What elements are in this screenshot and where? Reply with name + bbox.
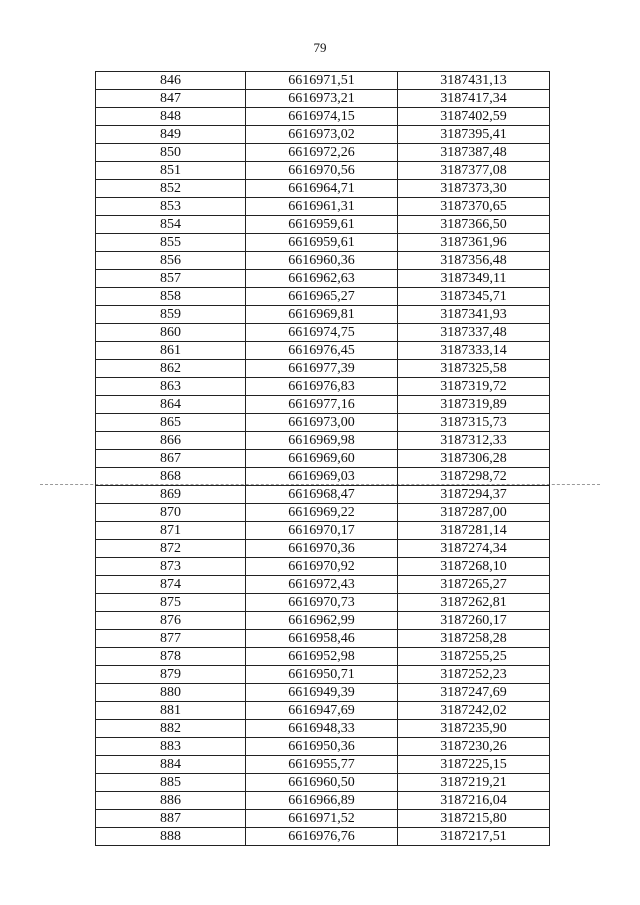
page-number: 79 [313,40,327,55]
point-number-cell: 860 [96,324,246,342]
table-row [96,630,550,648]
x-coordinate-cell: 6616969,60 [246,450,398,468]
point-number-cell: 848 [96,108,246,126]
x-coordinate-cell: 6616960,36 [246,252,398,270]
table-row [96,360,550,378]
y-coordinate-cell: 3187216,04 [398,792,550,810]
point-number-cell: 861 [96,342,246,360]
point-number-cell: 877 [96,630,246,648]
point-number-cell: 857 [96,270,246,288]
point-number-cell: 847 [96,90,246,108]
x-coordinate-cell: 6616974,75 [246,324,398,342]
table-row [96,234,550,252]
x-coordinate-cell: 6616971,51 [246,72,398,90]
point-number-cell: 886 [96,792,246,810]
table-row [96,468,550,486]
table-row [96,306,550,324]
point-number-cell: 854 [96,216,246,234]
x-coordinate-cell: 6616976,83 [246,378,398,396]
x-coordinate-cell: 6616972,26 [246,144,398,162]
table-row [96,486,550,504]
x-coordinate-cell: 6616972,43 [246,576,398,594]
table-row [96,738,550,756]
x-coordinate-cell: 6616973,21 [246,90,398,108]
point-number-cell: 871 [96,522,246,540]
point-number-cell: 881 [96,702,246,720]
x-coordinate-cell: 6616959,61 [246,234,398,252]
y-coordinate-cell: 3187402,59 [398,108,550,126]
x-coordinate-cell: 6616970,56 [246,162,398,180]
x-coordinate-cell: 6616974,15 [246,108,398,126]
table-row [96,270,550,288]
y-coordinate-cell: 3187281,14 [398,522,550,540]
coordinates-table [95,71,550,846]
y-coordinate-cell: 3187306,28 [398,450,550,468]
x-coordinate-cell: 6616964,71 [246,180,398,198]
point-number-cell: 882 [96,720,246,738]
table-row [96,702,550,720]
x-coordinate-cell: 6616968,47 [246,486,398,504]
point-number-cell: 874 [96,576,246,594]
point-number-cell: 862 [96,360,246,378]
table-row [96,828,550,846]
x-coordinate-cell: 6616962,63 [246,270,398,288]
point-number-cell: 868 [96,468,246,486]
point-number-cell: 850 [96,144,246,162]
table-row [96,720,550,738]
x-coordinate-cell: 6616970,36 [246,540,398,558]
x-coordinate-cell: 6616970,73 [246,594,398,612]
point-number-cell: 888 [96,828,246,846]
point-number-cell: 876 [96,612,246,630]
y-coordinate-cell: 3187431,13 [398,72,550,90]
point-number-cell: 856 [96,252,246,270]
x-coordinate-cell: 6616973,00 [246,414,398,432]
point-number-cell: 865 [96,414,246,432]
x-coordinate-cell: 6616961,31 [246,198,398,216]
point-number-cell: 873 [96,558,246,576]
x-coordinate-cell: 6616969,22 [246,504,398,522]
y-coordinate-cell: 3187265,27 [398,576,550,594]
y-coordinate-cell: 3187370,65 [398,198,550,216]
point-number-cell: 884 [96,756,246,774]
y-coordinate-cell: 3187274,34 [398,540,550,558]
point-number-cell: 866 [96,432,246,450]
y-coordinate-cell: 3187298,72 [398,468,550,486]
x-coordinate-cell: 6616976,45 [246,342,398,360]
coordinates-table-body [96,72,550,846]
table-row [96,666,550,684]
y-coordinate-cell: 3187312,33 [398,432,550,450]
x-coordinate-cell: 6616966,89 [246,792,398,810]
y-coordinate-cell: 3187345,71 [398,288,550,306]
table-row [96,324,550,342]
y-coordinate-cell: 3187319,72 [398,378,550,396]
point-number-cell: 852 [96,180,246,198]
y-coordinate-cell: 3187373,30 [398,180,550,198]
point-number-cell: 855 [96,234,246,252]
y-coordinate-cell: 3187337,48 [398,324,550,342]
table-row [96,90,550,108]
table-row [96,414,550,432]
x-coordinate-cell: 6616969,03 [246,468,398,486]
table-row [96,108,550,126]
point-number-cell: 875 [96,594,246,612]
x-coordinate-cell: 6616973,02 [246,126,398,144]
x-coordinate-cell: 6616977,16 [246,396,398,414]
y-coordinate-cell: 3187387,48 [398,144,550,162]
x-coordinate-cell: 6616948,33 [246,720,398,738]
y-coordinate-cell: 3187395,41 [398,126,550,144]
y-coordinate-cell: 3187230,26 [398,738,550,756]
y-coordinate-cell: 3187349,11 [398,270,550,288]
table-row [96,216,550,234]
table-row [96,648,550,666]
table-row [96,810,550,828]
table-row [96,792,550,810]
table-row [96,774,550,792]
x-coordinate-cell: 6616950,71 [246,666,398,684]
y-coordinate-cell: 3187325,58 [398,360,550,378]
table-row [96,684,550,702]
x-coordinate-cell: 6616976,76 [246,828,398,846]
point-number-cell: 851 [96,162,246,180]
table-row [96,180,550,198]
x-coordinate-cell: 6616970,92 [246,558,398,576]
y-coordinate-cell: 3187417,34 [398,90,550,108]
y-coordinate-cell: 3187235,90 [398,720,550,738]
x-coordinate-cell: 6616955,77 [246,756,398,774]
y-coordinate-cell: 3187341,93 [398,306,550,324]
table-row [96,342,550,360]
y-coordinate-cell: 3187262,81 [398,594,550,612]
table-row [96,126,550,144]
x-coordinate-cell: 6616950,36 [246,738,398,756]
table-row [96,252,550,270]
table-row [96,504,550,522]
table-row [96,576,550,594]
y-coordinate-cell: 3187247,69 [398,684,550,702]
table-row [96,558,550,576]
table-row [96,198,550,216]
x-coordinate-cell: 6616977,39 [246,360,398,378]
table-row [96,540,550,558]
table-row [96,594,550,612]
point-number-cell: 870 [96,504,246,522]
table-row [96,432,550,450]
point-number-cell: 849 [96,126,246,144]
y-coordinate-cell: 3187225,15 [398,756,550,774]
point-number-cell: 879 [96,666,246,684]
y-coordinate-cell: 3187215,80 [398,810,550,828]
table-row [96,450,550,468]
table-row [96,612,550,630]
table-row [96,396,550,414]
y-coordinate-cell: 3187366,50 [398,216,550,234]
point-number-cell: 887 [96,810,246,828]
x-coordinate-cell: 6616960,50 [246,774,398,792]
point-number-cell: 872 [96,540,246,558]
point-number-cell: 853 [96,198,246,216]
x-coordinate-cell: 6616947,69 [246,702,398,720]
y-coordinate-cell: 3187268,10 [398,558,550,576]
x-coordinate-cell: 6616952,98 [246,648,398,666]
x-coordinate-cell: 6616949,39 [246,684,398,702]
y-coordinate-cell: 3187255,25 [398,648,550,666]
x-coordinate-cell: 6616962,99 [246,612,398,630]
point-number-cell: 869 [96,486,246,504]
point-number-cell: 878 [96,648,246,666]
x-coordinate-cell: 6616959,61 [246,216,398,234]
x-coordinate-cell: 6616970,17 [246,522,398,540]
point-number-cell: 864 [96,396,246,414]
table-row [96,162,550,180]
y-coordinate-cell: 3187361,96 [398,234,550,252]
table-row [96,378,550,396]
table-row [96,522,550,540]
y-coordinate-cell: 3187294,37 [398,486,550,504]
point-number-cell: 858 [96,288,246,306]
point-number-cell: 863 [96,378,246,396]
y-coordinate-cell: 3187319,89 [398,396,550,414]
point-number-cell: 859 [96,306,246,324]
table-row [96,72,550,90]
table-row [96,288,550,306]
y-coordinate-cell: 3187219,21 [398,774,550,792]
x-coordinate-cell: 6616969,81 [246,306,398,324]
y-coordinate-cell: 3187242,02 [398,702,550,720]
y-coordinate-cell: 3187252,23 [398,666,550,684]
point-number-cell: 883 [96,738,246,756]
y-coordinate-cell: 3187356,48 [398,252,550,270]
point-number-cell: 846 [96,72,246,90]
x-coordinate-cell: 6616965,27 [246,288,398,306]
table-row [96,144,550,162]
x-coordinate-cell: 6616969,98 [246,432,398,450]
x-coordinate-cell: 6616971,52 [246,810,398,828]
table-row [96,756,550,774]
y-coordinate-cell: 3187260,17 [398,612,550,630]
x-coordinate-cell: 6616958,46 [246,630,398,648]
y-coordinate-cell: 3187287,00 [398,504,550,522]
y-coordinate-cell: 3187258,28 [398,630,550,648]
y-coordinate-cell: 3187333,14 [398,342,550,360]
point-number-cell: 880 [96,684,246,702]
y-coordinate-cell: 3187217,51 [398,828,550,846]
point-number-cell: 885 [96,774,246,792]
point-number-cell: 867 [96,450,246,468]
y-coordinate-cell: 3187377,08 [398,162,550,180]
y-coordinate-cell: 3187315,73 [398,414,550,432]
